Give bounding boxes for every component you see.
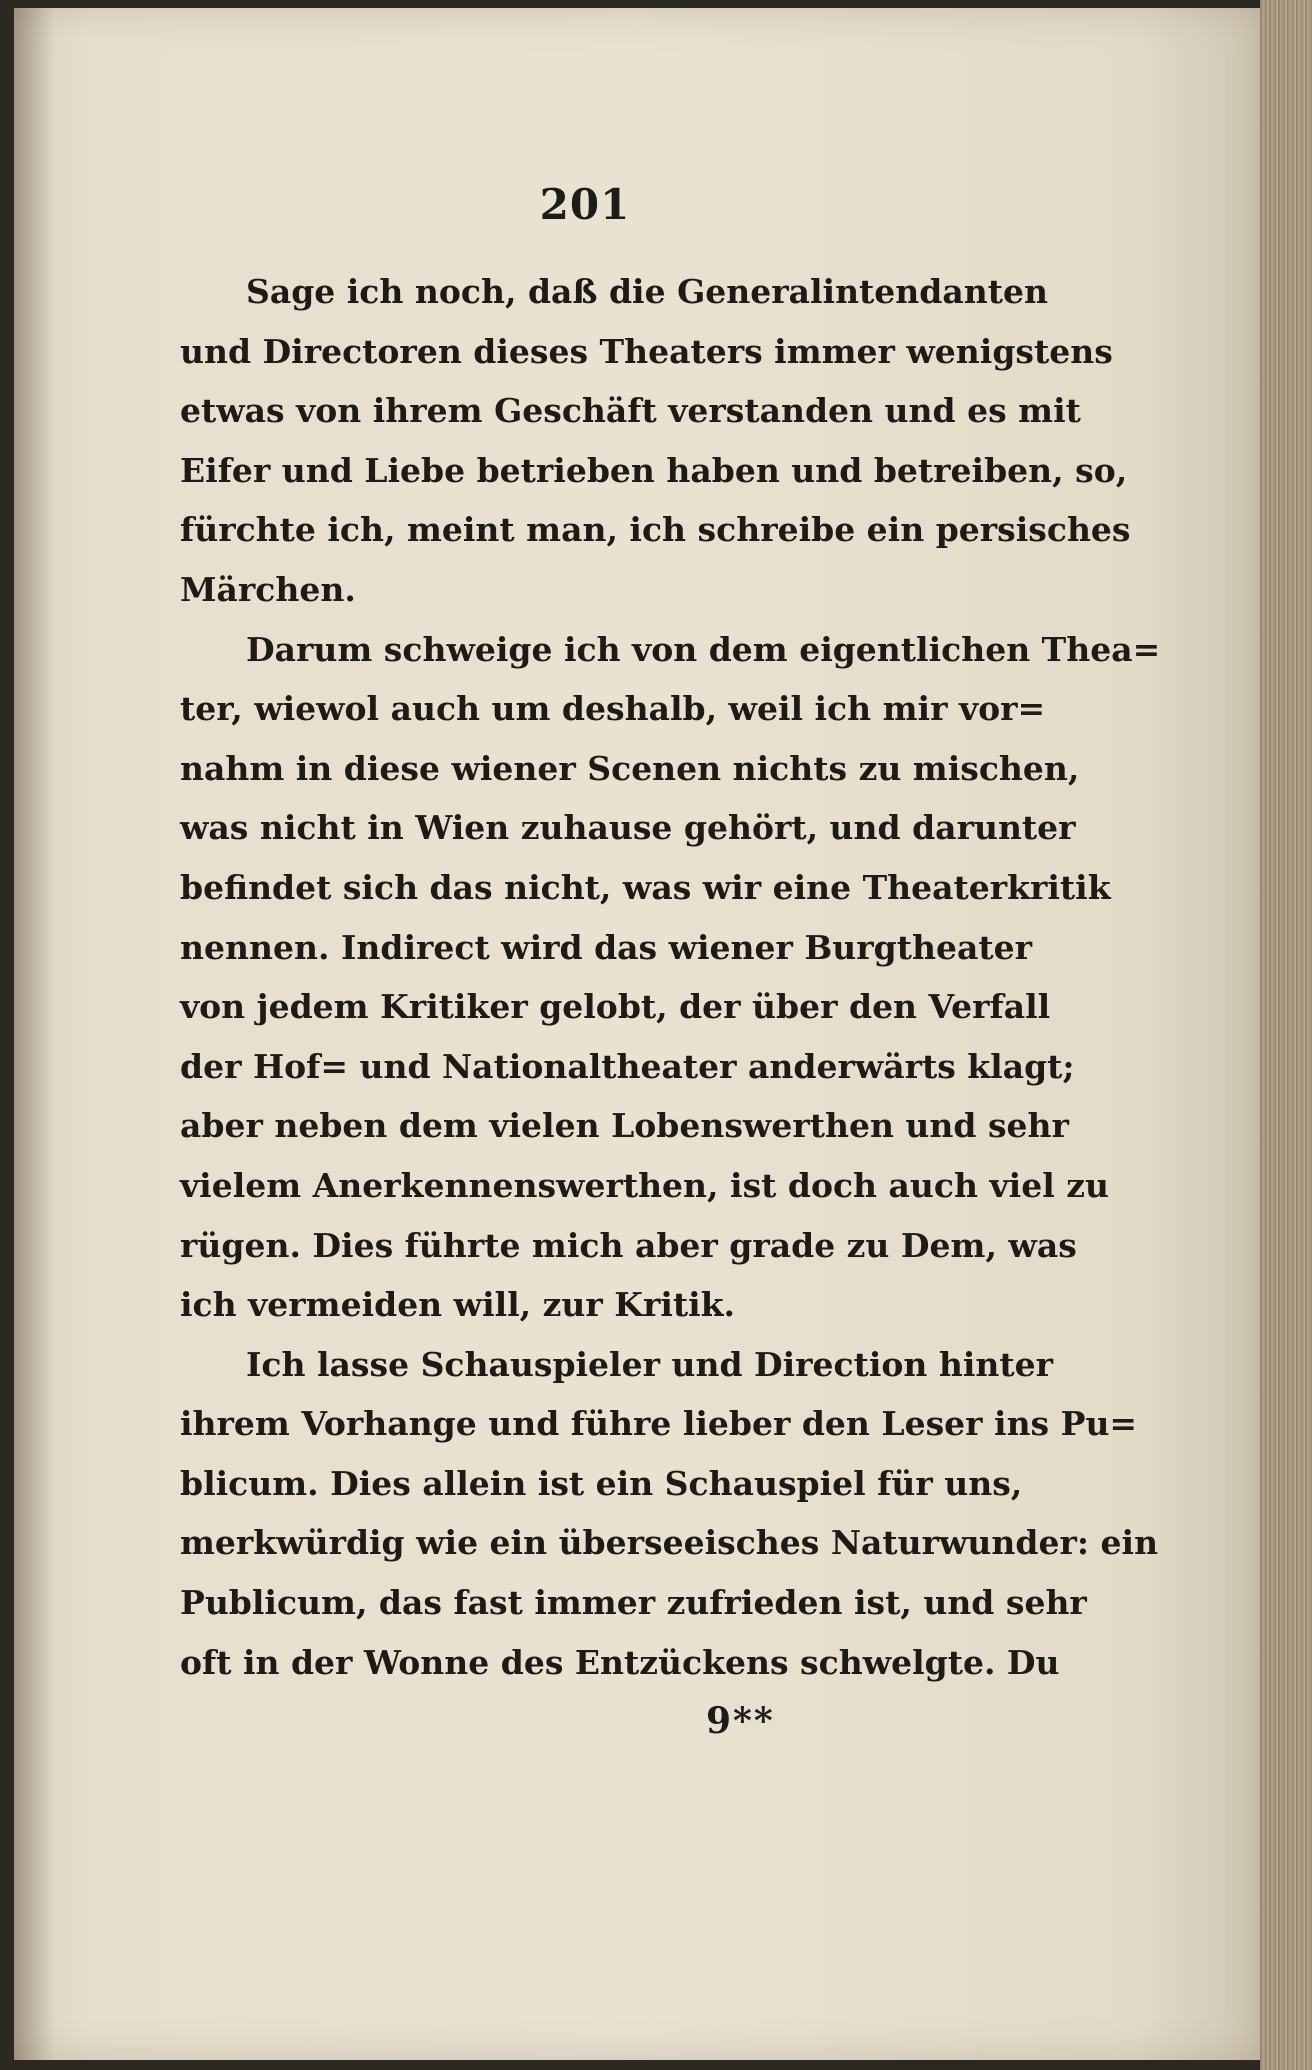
text-line: Darum schweige ich von dem eigentlichen Thea= <box>246 629 1161 669</box>
signature-mark: 9** <box>706 1700 775 1742</box>
text-line: rügen. Dies führte mich aber grade zu Dem, was <box>180 1225 1077 1265</box>
page-edge <box>1260 0 1312 2070</box>
body-text <box>180 262 1161 1692</box>
text-line: aber neben dem vielen Lobenswerthen und sehr <box>180 1106 1069 1146</box>
text-line: Sage ich noch, daß die Generalintendanten <box>246 272 1048 311</box>
text-line: etwas von ihrem Geschäft verstanden und es mit <box>180 391 1081 431</box>
text-line: ich vermeiden will, zur Kritik. <box>180 1285 736 1325</box>
text-line: ter, wiewol auch um deshalb, weil ich mir vor= <box>180 689 1046 729</box>
binding-shadow <box>14 8 54 2060</box>
text-line: Eifer und Liebe betrieben haben und betreiben, so, <box>180 450 1128 490</box>
text-line: ihrem Vorhange und führe lieber den Leser ins Pu= <box>180 1404 1138 1444</box>
text-line: und Directoren dieses Theaters immer wenigstens <box>180 331 1113 371</box>
page-number: 201 <box>539 180 631 229</box>
text-line: Ich lasse Schauspieler und Direction hinter <box>246 1344 1054 1384</box>
text-line: von jedem Kritiker gelobt, der über den Verfall <box>180 987 1051 1027</box>
text-line: nahm in diese wiener Scenen nichts zu mischen, <box>180 748 1080 788</box>
text-line: Märchen. <box>180 569 356 609</box>
text-line: befindet sich das nicht, was wir eine Theaterkritik <box>180 867 1111 907</box>
text-line: der Hof= und Nationaltheater anderwärts klagt; <box>180 1046 1075 1086</box>
text-line: blicum. Dies allein ist ein Schauspiel für uns, <box>180 1463 1023 1503</box>
text-line: was nicht in Wien zuhause gehört, und darunter <box>180 808 1076 848</box>
text-line: oft in der Wonne des Entzückens schwelgte. Du <box>180 1642 1060 1682</box>
text-line: nennen. Indirect wird das wiener Burgtheater <box>180 927 1032 967</box>
text-line: vielem Anerkennenswerthen, ist doch auch viel zu <box>180 1165 1109 1205</box>
text-line: Publicum, das fast immer zufrieden ist, und sehr <box>180 1583 1087 1623</box>
text-line: merkwürdig wie ein überseeisches Naturwunder: ein <box>180 1523 1159 1563</box>
text-line: fürchte ich, meint man, ich schreibe ein persisches <box>180 510 1131 550</box>
